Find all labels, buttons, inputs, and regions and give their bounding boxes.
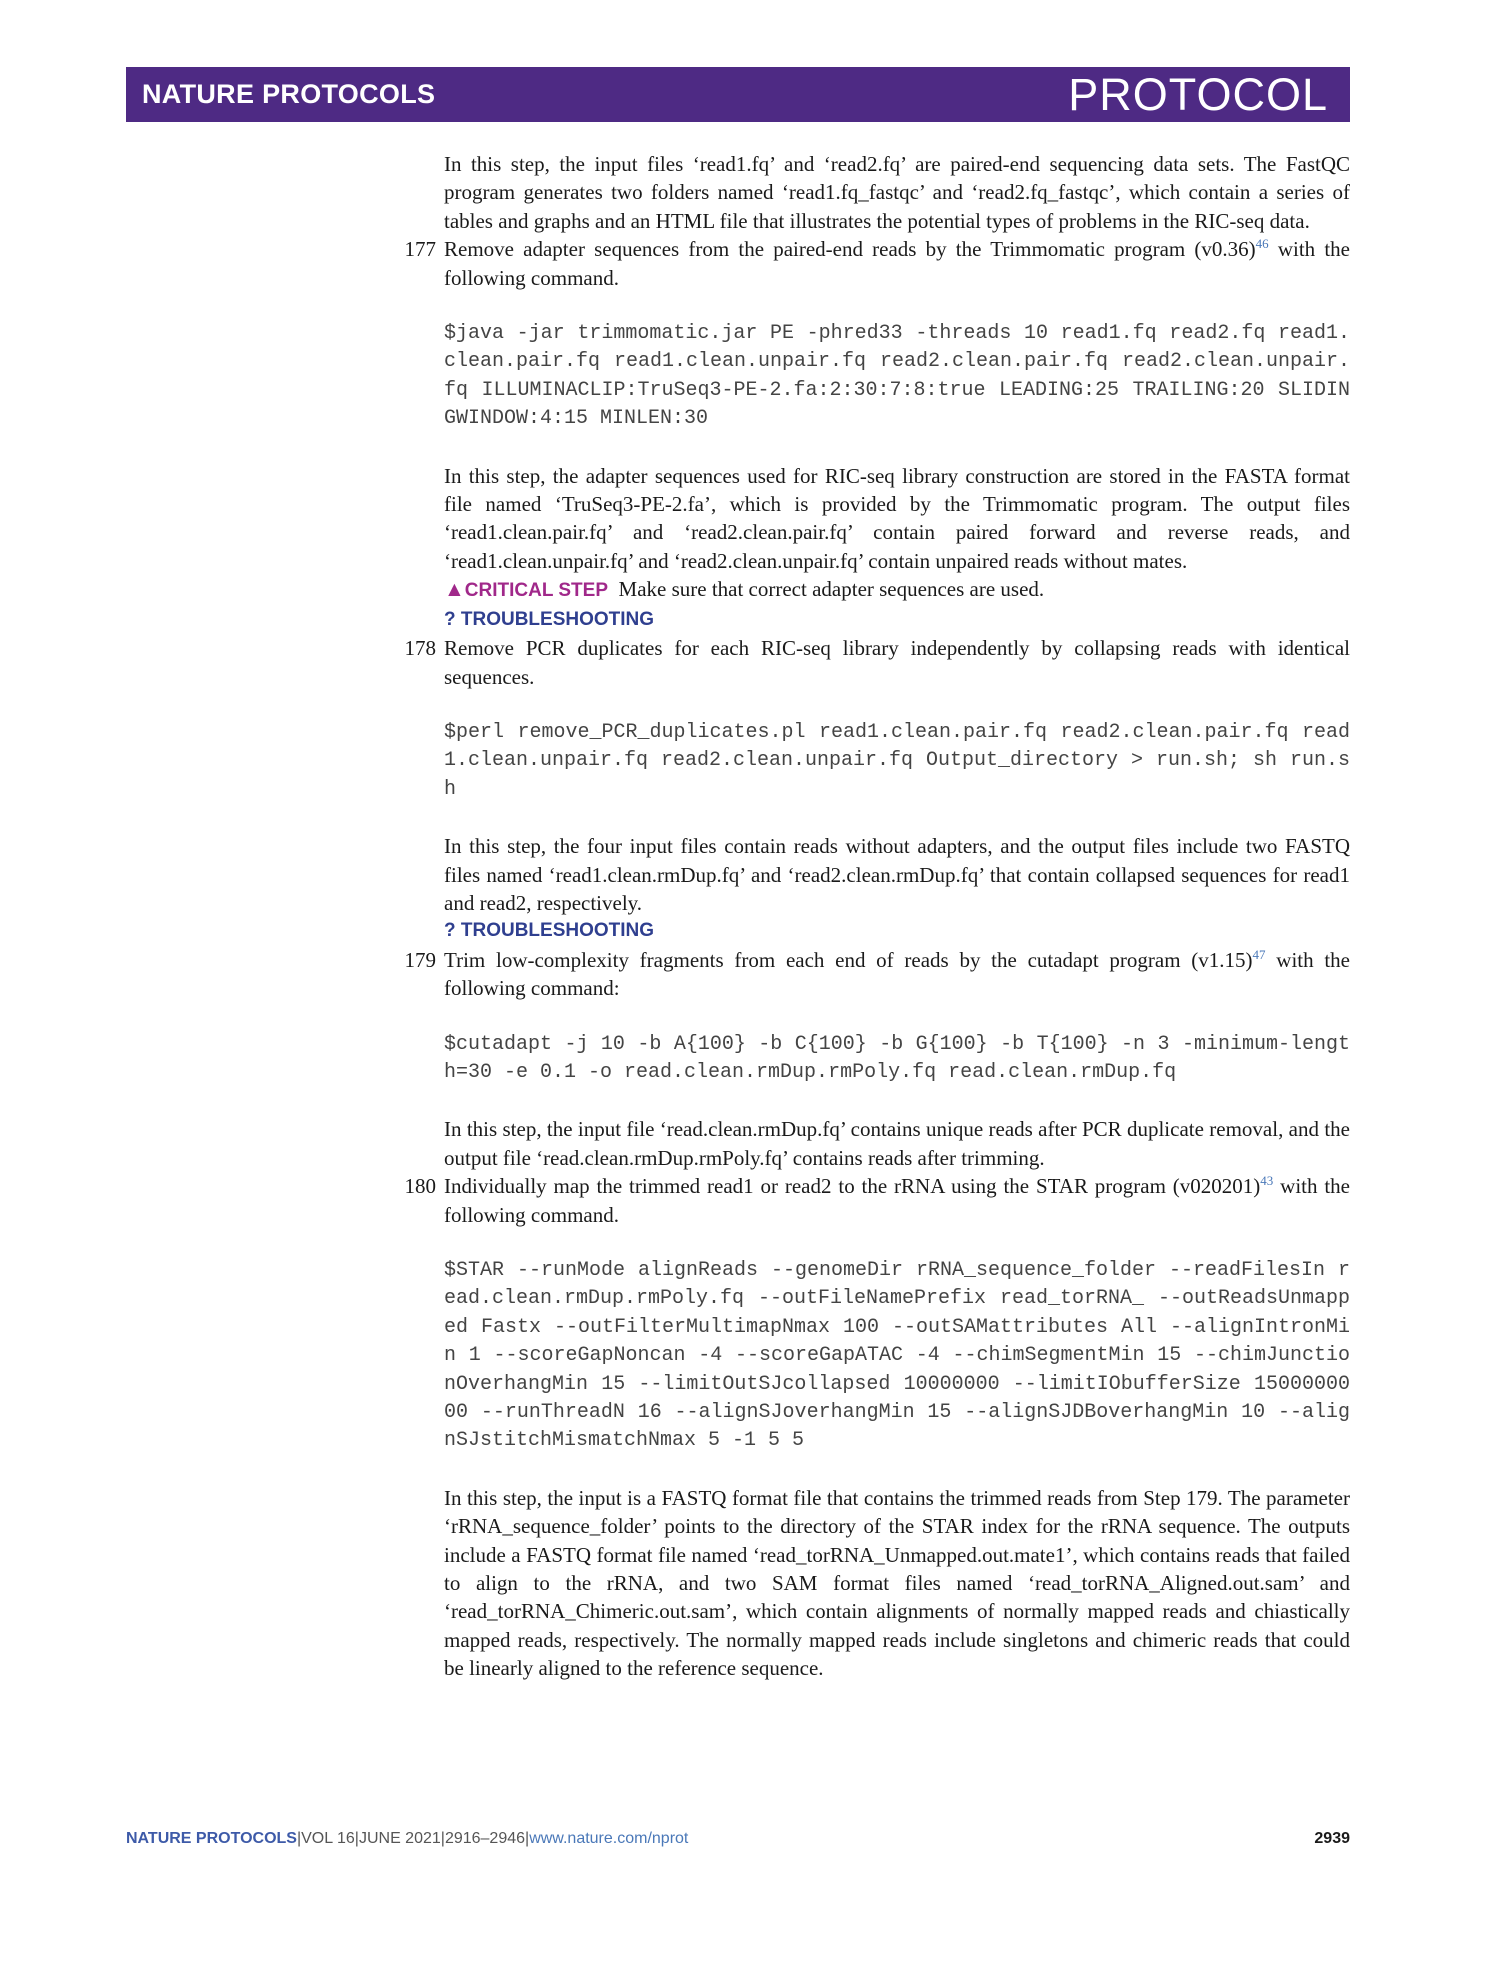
footer-journal: NATURE PROTOCOLS xyxy=(126,1830,297,1847)
critical-step xyxy=(444,575,1350,605)
reference-link[interactable]: 46 xyxy=(1255,236,1269,252)
intro-paragraph: In this step, the input files ‘read1.fq’ and ‘read2.fq’ are paired-end sequencing data sets. The FastQC program generates two folders named ‘read1.fq_fastqc’ and ‘read2.fq_fastqc’, which contain a series of tables and graphs and an HTML file that illustrates the potential types of problems in the RIC-seq data. xyxy=(444,152,1350,233)
step-180 xyxy=(404,1172,1350,1229)
journal-name: NATURE PROTOCOLS xyxy=(142,79,436,109)
step-178 xyxy=(404,634,1350,691)
step-text: Remove adapter sequences from the paired-end reads by the Trimmomatic program (v0.36) xyxy=(444,237,1256,262)
reference-link[interactable]: 43 xyxy=(1260,1173,1274,1189)
step-177 xyxy=(404,235,1350,292)
article-body xyxy=(404,150,1350,1683)
warning-triangle-icon: ▲ xyxy=(444,577,465,602)
article-type: PROTOCOL xyxy=(1068,68,1328,120)
page-footer xyxy=(126,1830,1350,1848)
step-text: Remove PCR duplicates for each RIC-seq library independently by collapsing reads with identical sequences. xyxy=(444,636,1350,689)
command-block: $java -jar trimmomatic.jar PE -phred33 -threads 10 read1.fq read2.fq read1.clean.pair.fq read1.clean.unpair.fq read2.clean.pair.fq read2.clean.unpair.fq ILLUMINACLIP:TruSeq3-PE-2.fa:2:30:7:8:true LEADING:25 TRAILING:20 SLIDINGWINDOW:4:15 MINLEN:30 xyxy=(444,322,1350,431)
step-explanation: In this step, the input file ‘read.clean.rmDup.fq’ contains unique reads after PCR duplicate removal, and the output file ‘read.clean.rmDup.rmPoly.fq’ contains reads after trimming. xyxy=(444,1117,1350,1170)
step-number: 178 xyxy=(404,636,436,661)
step-explanation: In this step, the adapter sequences used for RIC-seq library construction are stored in the FASTA format file named ‘TruSeq3-PE-2.fa’, which is provided by the Trimmomatic program. The output files ‘read1.clean.pair.fq’ and ‘read2.clean.pair.fq’ contain paired forward and reverse reads, and ‘read1.clean.unpair.fq’ and ‘read2.clean.unpair.fq’ contain unpaired reads without mates. xyxy=(444,463,1350,573)
step-explanation: In this step, the input is a FASTQ format file that contains the trimmed reads from Step 179. The parameter ‘rRNA_sequence_folder’ points to the directory of the STAR index for the rRNA sequence. The outputs include a FASTQ format file named ‘read_torRNA_Unmapped.out.mate1’, which contains reads that failed to align to the rRNA, and two SAM format files named ‘read_torRNA_Aligned.out.sam’ and ‘read_torRNA_Chimeric.out.sam’, which contain alignments of normally mapped reads and chiastically mapped reads, respectively. The normally mapped reads include singletons and chimeric reads that could be linearly aligned to the reference sequence. xyxy=(444,1485,1350,1681)
footer-pages: 2916–2946 xyxy=(444,1830,526,1847)
reference-link[interactable]: 47 xyxy=(1252,946,1266,962)
critical-text: Make sure that correct adapter sequences are used. xyxy=(618,577,1045,602)
troubleshooting-link[interactable]: ? TROUBLESHOOTING xyxy=(444,920,655,942)
page-number: 2939 xyxy=(1314,1830,1350,1847)
troubleshooting-link[interactable]: ? TROUBLESHOOTING xyxy=(444,608,655,630)
step-number: 177 xyxy=(404,237,436,262)
step-number: 180 xyxy=(404,1174,436,1199)
step-text-after: with the following command. xyxy=(444,1174,1350,1227)
footer-url-link[interactable]: www.nature.com/nprot xyxy=(529,1830,689,1847)
step-number: 179 xyxy=(404,947,436,972)
command-block: $STAR --runMode alignReads --genomeDir rRNA_sequence_folder --readFilesIn read.clean.rmDup.rmPoly.fq --outFileNamePrefix read_torRNA_ --outReadsUnmapped Fastx --outFilterMultimapNmax 100 --outSAMattributes All --alignIntronMin 1 --scoreGapNoncan -4 --scoreGapATAC -4 --chimSegmentMin 15 --chimJunctionOverhangMin 15 --limitOutSJcollapsed 10000000 --limitIObufferSize 1500000000 --runThreadN 16 --alignSJoverhangMin 15 --alignSJDBoverhangMin 10 --alignSJstitchMismatchNmax 5 -1 5 5 xyxy=(444,1259,1350,1453)
footer-volume: VOL 16 xyxy=(301,1830,355,1847)
footer-date: JUNE 2021 xyxy=(358,1830,441,1847)
critical-label: CRITICAL STEP xyxy=(464,580,609,602)
step-text-after: with the following command: xyxy=(444,947,1350,1001)
footer-citation: NATURE PROTOCOLS|VOL 16|JUNE 2021|2916–2946|www.nature.com/nprot xyxy=(126,1830,689,1847)
step-text: Trim low-complexity fragments from each end of reads by the cutadapt program (v1.15) xyxy=(444,947,1253,972)
step-text-after: with the following command. xyxy=(444,237,1350,290)
step-explanation: In this step, the four input files contain reads without adapters, and the output files include two FASTQ files named ‘read1.clean.rmDup.fq’ and ‘read2.clean.rmDup.fq’ that contain collapsed sequences for read1 and read2, respectively. xyxy=(444,834,1350,915)
command-block: $perl remove_PCR_duplicates.pl read1.clean.pair.fq read2.clean.pair.fq read1.clean.unpair.fq read2.clean.unpair.fq Output_directory > run.sh; sh run.sh xyxy=(444,720,1350,801)
journal-banner xyxy=(126,67,1350,122)
step-text: Individually map the trimmed read1 or read2 to the rRNA using the STAR program (v020201) xyxy=(444,1174,1261,1199)
step-179 xyxy=(404,946,1350,1003)
command-block: $cutadapt -j 10 -b A{100} -b C{100} -b G{100} -b T{100} -n 3 -minimum-length=30 -e 0.1 -o read.clean.rmDup.rmPoly.fq read.clean.rmDup.fq xyxy=(444,1032,1350,1084)
